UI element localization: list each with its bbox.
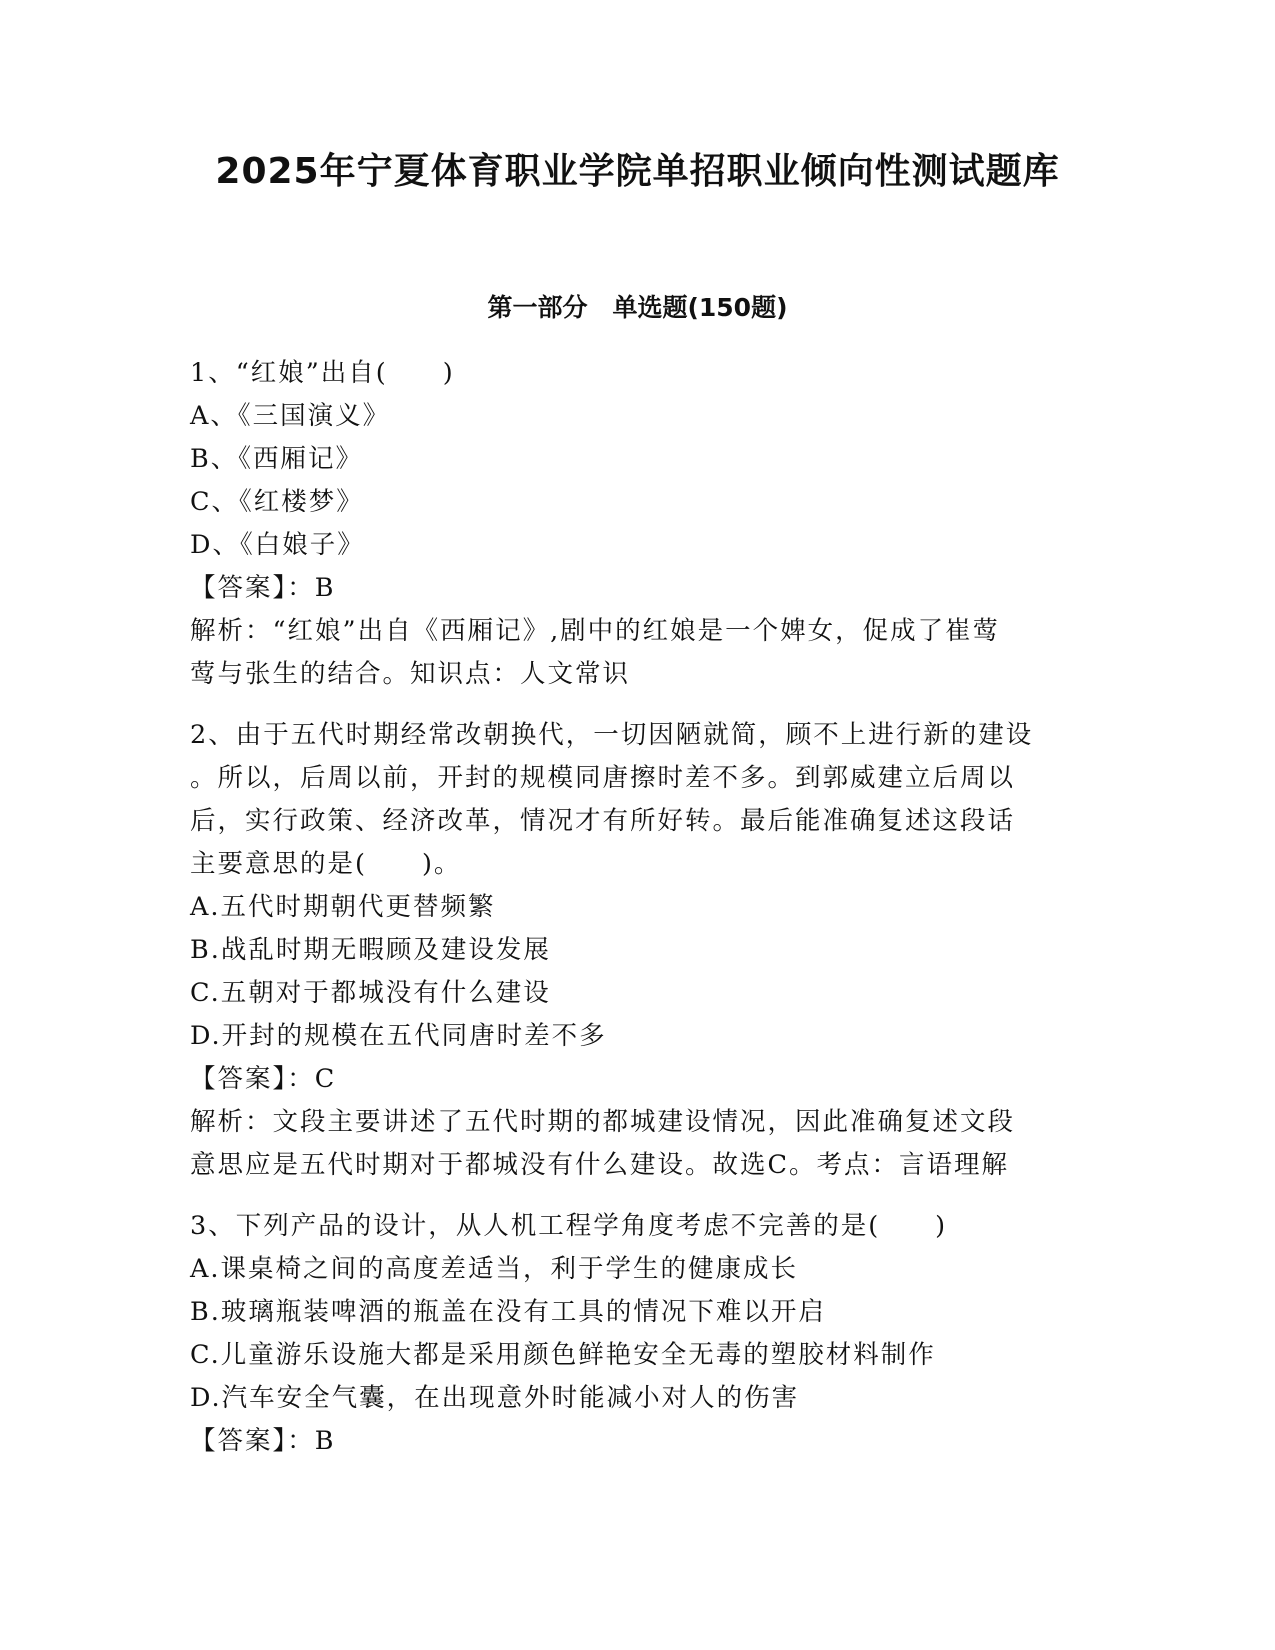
document-title: 2025年宁夏体育职业学院单招职业倾向性测试题库 — [215, 151, 1060, 192]
question-spacer — [190, 1187, 1090, 1205]
section-heading: 第一部分 单选题(150题) — [487, 293, 788, 322]
question-list — [190, 352, 1090, 1463]
answer-label: 【答案】 — [190, 1064, 288, 1094]
question-1-stem: 1、“红娘”出自( ) — [190, 358, 455, 388]
question-1-answer — [190, 567, 1090, 610]
question-1-option-b: B、《西厢记》 — [190, 444, 363, 474]
question-2-stem-line: 主要意思的是( )。 — [190, 849, 462, 879]
question-1-analysis-line: 莺与张生的结合。知识点：人文常识 — [190, 659, 631, 689]
question-3-stem: 3、下列产品的设计，从人机工程学角度考虑不完善的是( ) — [190, 1211, 948, 1241]
question-2-stem-line: 。所以，后周以前，开封的规模同唐擦时差不多。到郭威建立后周以 — [190, 763, 1016, 793]
answer-value: ：C — [287, 1064, 337, 1094]
question-3-option-b: B.玻璃瓶装啤酒的瓶盖在没有工具的情况下难以开启 — [190, 1297, 826, 1327]
question-2-stem-line: 后，实行政策、经济改革，情况才有所好转。最后能准确复述这段话 — [190, 806, 1016, 836]
question-spacer — [190, 696, 1090, 714]
question-3-option-a: A.课桌椅之间的高度差适当，利于学生的健康成长 — [190, 1254, 799, 1284]
question-2-analysis-line: 意思应是五代时期对于都城没有什么建设。故选C。考点：言语理解 — [190, 1150, 1010, 1180]
question-3 — [190, 1205, 1090, 1463]
question-2-analysis-line: 解析：文段主要讲述了五代时期的都城建设情况，因此准确复述文段 — [190, 1107, 1016, 1137]
question-2-option-d: D.开封的规模在五代同唐时差不多 — [190, 1021, 607, 1051]
question-2-stem-line: 2、由于五代时期经常改朝换代，一切因陋就简，顾不上进行新的建设 — [190, 720, 1034, 750]
question-3-option-c: C.儿童游乐设施大都是采用颜色鲜艳安全无毒的塑胶材料制作 — [190, 1340, 936, 1370]
question-2 — [190, 714, 1090, 1187]
question-2-answer — [190, 1058, 1090, 1101]
question-1-option-a: A、《三国演义》 — [190, 401, 391, 431]
question-1-option-c: C、《红楼梦》 — [190, 487, 364, 517]
question-2-option-c: C.五朝对于都城没有什么建设 — [190, 978, 551, 1008]
answer-value: ：B — [287, 573, 336, 603]
question-3-answer — [190, 1420, 1090, 1463]
answer-label: 【答案】 — [190, 1426, 288, 1456]
question-1-analysis-line: 解析：“红娘”出自《西厢记》,剧中的红娘是一个婢女，促成了崔莺 — [190, 616, 1001, 646]
answer-label: 【答案】 — [190, 573, 288, 603]
question-3-option-d: D.汽车安全气囊，在出现意外时能减小对人的伤害 — [190, 1383, 800, 1413]
question-2-option-a: A.五代时期朝代更替频繁 — [190, 892, 496, 922]
answer-value: ：B — [287, 1426, 336, 1456]
question-2-option-b: B.战乱时期无暇顾及建设发展 — [190, 935, 551, 965]
question-1 — [190, 352, 1090, 696]
question-1-option-d: D、《白娘子》 — [190, 530, 365, 560]
